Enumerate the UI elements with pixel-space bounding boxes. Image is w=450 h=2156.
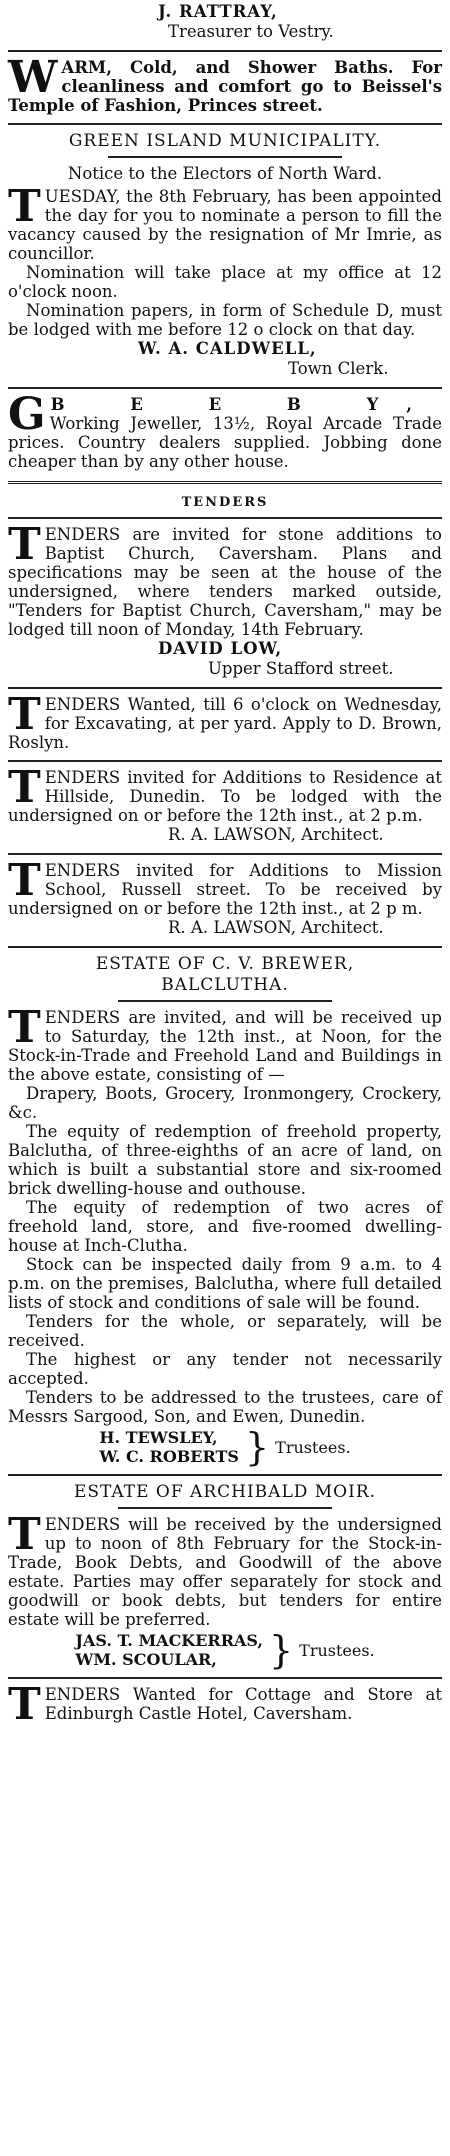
green-island-subheading: Notice to the Electors of North Ward. <box>67 164 383 183</box>
green-island-signer: W. A. CALDWELL, <box>138 339 317 358</box>
rattray-notice <box>8 0 442 46</box>
baths-advert <box>8 52 442 119</box>
mission-tender <box>8 855 442 942</box>
divider <box>118 1507 332 1509</box>
hillside-tender <box>8 762 442 849</box>
baptist-signer-address: Upper Stafford street. <box>208 659 394 678</box>
beeby-name: B E E B Y, <box>50 395 442 414</box>
divider <box>108 156 342 158</box>
green-island-para2: Nomination will take place at my office at 12 o'clock noon. <box>8 263 442 301</box>
brace-glyph: } <box>268 1628 294 1672</box>
beeby-advert <box>8 389 442 475</box>
drop-cap: W <box>8 52 58 103</box>
green-island-para3: Nomination papers, in form of Schedule D, must be lodged with me before 12 o clock on that day. <box>8 301 442 339</box>
brewer-para3: Tenders for the whole, or separately, will be received. <box>8 1312 442 1350</box>
drop-cap: T <box>8 181 41 232</box>
tenders-heading: TENDERS <box>181 495 269 510</box>
divider <box>118 1000 332 1002</box>
green-island-para1: UESDAY, the 8th February, has been appointed the day for you to nominate a person to fill the vacancy caused by the resignation of Mr Imrie, as councillor. <box>8 187 442 263</box>
beeby-text: Working Jeweller, 13½, Royal Arcade Trade prices. Country dealers supplied. Jobbing done cheaper than by any other house. <box>8 414 442 471</box>
brewer-trustee2: W. C. ROBERTS <box>99 1447 239 1466</box>
brewer-trustees <box>8 1425 442 1469</box>
drop-cap: T <box>8 519 41 570</box>
excavating-tender <box>8 689 442 756</box>
brewer-para4: The highest or any tender not necessarily accepted. <box>8 1350 442 1388</box>
brewer-para1: ENDERS are invited, and will be received up to Saturday, the 12th inst., at Noon, for the Stock-in-Trade and Freehold Land and Buildings in the above estate, consisting of — <box>8 1008 442 1084</box>
green-island-notice <box>8 125 442 383</box>
drop-cap: T <box>8 1679 41 1730</box>
moir-trustee1: JAS. T. MACKERRAS, <box>75 1631 263 1650</box>
green-island-heading: GREEN ISLAND MUNICIPALITY. <box>68 131 382 151</box>
baths-text: ARM, Cold, and Shower Baths. For cleanliness and comfort go to Beissel's Temple of Fashion, Princes street. <box>8 58 442 115</box>
brewer-list1: Drapery, Boots, Grocery, Ironmongery, Crockery, &c. <box>8 1084 442 1122</box>
drop-cap: T <box>8 855 41 906</box>
mission-text: ENDERS invited for Additions to Mission School, Russell street. To be received by undersigned on or before the 12th inst., at 2 p m. <box>8 861 442 918</box>
rattray-title: Treasurer to Vestry. <box>168 22 334 41</box>
excavating-text: ENDERS Wanted, till 6 o'clock on Wednesday, for Excavating, at per yard. Apply to D. Brown, Roslyn. <box>8 695 442 752</box>
hillside-text: ENDERS invited for Additions to Residence at Hillside, Dunedin. To be lodged with the undersigned on or before the 12th inst., at 2 p.m. <box>8 768 442 825</box>
mission-signer: R. A. LAWSON, Architect. <box>168 918 384 937</box>
double-divider <box>8 481 442 484</box>
cottage-tender <box>8 1679 442 1730</box>
green-island-signer-title: Town Clerk. <box>288 359 389 378</box>
brewer-heading-line2: BALCLUTHA. <box>161 975 289 995</box>
drop-cap: T <box>8 762 41 813</box>
brewer-trustees-label: Trustees. <box>275 1437 351 1457</box>
drop-cap: G <box>8 389 46 440</box>
brewer-trustee1: H. TEWSLEY, <box>99 1428 218 1447</box>
brace-glyph: } <box>244 1425 270 1469</box>
moir-heading: ESTATE OF ARCHIBALD MOIR. <box>73 1482 377 1502</box>
brewer-para2: Stock can be inspected daily from 9 a.m. to 4 p.m. on the premises, Balclutha, where full detailed lists of stock and conditions of sale will be found. <box>8 1255 442 1312</box>
moir-estate-tender <box>8 1476 442 1673</box>
baptist-tender <box>8 519 442 683</box>
brewer-list3: The equity of redemption of two acres of freehold land, store, and five-roomed dwelling-house at Inch-Clutha. <box>8 1198 442 1255</box>
moir-trustee2: WM. SCOULAR, <box>75 1650 217 1669</box>
drop-cap: T <box>8 1002 41 1053</box>
drop-cap: T <box>8 1509 41 1560</box>
moir-trustees <box>8 1628 442 1672</box>
brewer-heading-line1: ESTATE OF C. V. BREWER, <box>95 954 355 974</box>
rattray-name: J. RATTRAY, <box>158 2 278 21</box>
moir-trustees-label: Trustees. <box>299 1640 375 1660</box>
brewer-estate-tender <box>8 948 442 1470</box>
moir-text: ENDERS will be received by the undersigned up to noon of 8th February for the Stock-in-Trade, Book Debts, and Goodwill of the above estate. Parties may offer separately for stock and goodwill or book debts, but tenders for entire estate will be preferred. <box>8 1515 442 1629</box>
brewer-para5: Tenders to be addressed to the trustees, care of Messrs Sargood, Son, and Ewen, Dunedin. <box>8 1388 442 1426</box>
baptist-text: ENDERS are invited for stone additions to Baptist Church, Caversham. Plans and specifications may be seen at the house of the undersigned, where tenders marked outside, "Tenders for Baptist Church, Caversham," may be lodged till noon of Monday, 14th February. <box>8 525 442 639</box>
hillside-signer: R. A. LAWSON, Architect. <box>168 825 384 844</box>
baptist-signer: DAVID LOW, <box>158 639 283 658</box>
brewer-list2: The equity of redemption of freehold property, Balclutha, of three-eighths of an acre of land, on which is built a substantial store and six-roomed brick dwelling-house and outhouse. <box>8 1122 442 1198</box>
drop-cap: T <box>8 689 41 740</box>
cottage-text: ENDERS Wanted for Cottage and Store at Edinburgh Castle Hotel, Caversham. <box>44 1685 442 1723</box>
